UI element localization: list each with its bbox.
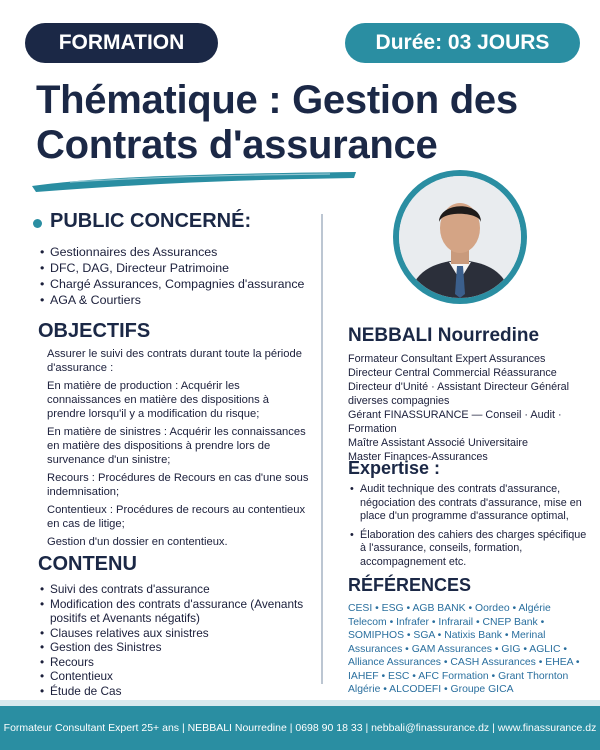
references-list: CESI • ESG • AGB BANK • Oordeo • Algérie Telecom • Infrafer • Infrarail • CNEP Bank • SOMIPHOS • SGA • Natixis Bank • Merinal Assurances • GAM Assurances • GIG • AGLIC • Alliance Assurances • CASH Assurances • EHEA • IAHEF • ESC • AFC Formation • Grant Thornton Algérie • ALCODEFI • Groupe GICA xyxy=(348,603,580,695)
objectif-paragraph: Recours : Procédures de Recours en cas d'une sous indemnisation; xyxy=(47,472,309,498)
formation-badge-label: FORMATION xyxy=(58,31,185,54)
list-item: • Audit technique des contrats d'assurance, négociation des contrats d'assurance, mise en place d'un programme d'assurance optimal, xyxy=(350,483,588,524)
bio-line: Directeur d'Unité · Assistant Directeur Général diverses compagnies xyxy=(348,381,570,407)
bio-line: Master Finances-Assurances xyxy=(348,451,488,463)
page-title: Thématique : Gestion des Contrats d'assurance xyxy=(36,78,518,167)
trainer-bio xyxy=(348,352,588,464)
objectif-paragraph: Assurer le suivi des contrats durant toute la période d'assurance : xyxy=(47,348,302,374)
footer-contact-text: Formateur Consultant Expert 25+ ans | NEBBALI Nourredine | 0698 90 18 33 | nebbali@finassurance.dz | www.finassurance.dz xyxy=(3,722,597,734)
list-item: • Contentieux xyxy=(40,669,310,684)
brush-stroke-decoration xyxy=(30,168,360,194)
trainer-portrait xyxy=(399,176,521,298)
list-item: • DFC, DAG, Directeur Patrimoine xyxy=(40,260,318,276)
footer xyxy=(0,706,600,750)
portrait-illustration-icon xyxy=(399,176,521,298)
list-item: • Modification des contrats d'assurance (Avenants positifs et Avenants négatifs) xyxy=(40,597,310,626)
list-item: • Gestion des Sinistres xyxy=(40,640,310,655)
public-list xyxy=(40,244,318,308)
formation-badge xyxy=(25,23,218,63)
column-divider xyxy=(321,214,323,684)
bio-line: Gérant FINASSURANCE — Conseil · Audit · Formation xyxy=(348,409,562,435)
expertise-heading: Expertise : xyxy=(348,458,441,478)
trainer-photo xyxy=(393,170,527,304)
list-item: • AGA & Courtiers xyxy=(40,292,318,308)
expertise-list xyxy=(350,483,588,574)
bio-line: Maître Assistant Associé Universitaire xyxy=(348,437,529,449)
objectifs-text xyxy=(47,347,309,553)
objectif-paragraph: En matière de sinistres : Acquérir les connaissances en matière des dispositions à prendre lors de survenance d'un sinistre; xyxy=(47,426,306,466)
bio-line: Directeur Central Commercial Réassurance xyxy=(348,367,557,379)
list-item: • Gestionnaires des Assurances xyxy=(40,244,318,260)
objectif-paragraph: Contentieux : Procédures de recours au contentieux en cas de litige; xyxy=(47,504,306,530)
references-heading: RÉFÉRENCES xyxy=(348,575,472,595)
objectifs-heading: OBJECTIFS xyxy=(38,320,151,342)
list-item: • Recours xyxy=(40,655,310,670)
list-item: • Suivi des contrats d'assurance xyxy=(40,582,310,597)
bio-line: Formateur Consultant Expert Assurances xyxy=(348,353,546,365)
objectif-paragraph: En matière de production : Acquérir les connaissances en matière des dispositions à prendre lorsqu'il y a modification du risque; xyxy=(47,380,270,420)
duration-badge-label: Durée: 03 JOURS xyxy=(375,31,550,54)
list-item: • Clauses relatives aux sinistres xyxy=(40,626,310,641)
duration-badge xyxy=(345,23,580,63)
contenu-list xyxy=(40,582,310,698)
list-item: • Élaboration des cahiers des charges spécifique à l'assurance, conseils, formation, accompagnement etc. xyxy=(350,529,588,570)
trainer-name: NEBBALI Nourredine xyxy=(348,325,540,346)
objectif-paragraph: Gestion d'un dossier en contentieux. xyxy=(47,536,228,548)
list-item: • Chargé Assurances, Compagnies d'assurance xyxy=(40,276,318,292)
public-bullet-icon xyxy=(33,219,42,228)
public-heading: PUBLIC CONCERNÉ: xyxy=(50,210,252,232)
list-item: • Étude de Cas xyxy=(40,684,310,699)
contenu-heading: CONTENU xyxy=(38,553,137,575)
